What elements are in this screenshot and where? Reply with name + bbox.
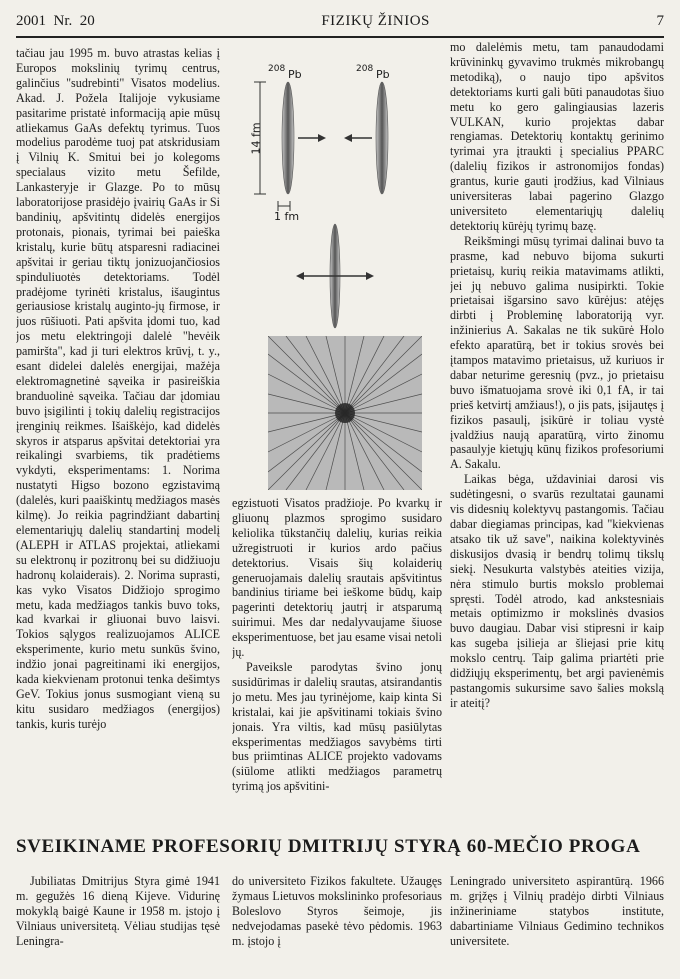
issue-number: 2001 Nr. 20	[16, 12, 95, 29]
pb-right-sup: 208	[356, 64, 374, 74]
left-paragraph: tačiau jau 1995 m. buvo atrastas kelias į Europos mokslinių tyrimų centrus, galinčius "sudrebinti" Visatos modelius. Akad. J. Požela Italijoje vykusiame pasitarime pristatė informaciją apie mūsų atliekamus GaAs defektų tyrimus. Tuos modelius parodėme tuoj pat atskridusiam į Vilnių K. Smitui bei jo kolegoms specialaus vizito metu Šefilde, Lankasteryje ir Glazge. Po to mūsų laboratorijose prasidėjo įvairių GaAs ir Si bandinių, apšvitintų didelės energijos protonais, pionais, tyrimai bei paieška kristalų, kurie būtų atsparesni radiacinei apšvitai ir geriau tiktų jonizuojančiosios spinduliuotės detektoriams. Todėl pradėjome tyrinėti kristalus, išaugintus geriausiose kristalų auginto-jų firmose, ir juos rūšiuoti. Pati apšvita įdomi tuo, kad jos metu elektringoji dalelė "hevėik pamiršta", kad ji turi elektros krūvį, t. y., esant didelei dalelės energijai, mažėja elektromagnetinė sąveika ir pasireiškia branduolinė sąveika. Tačiau dar įdomiau buvo įsigilinti į tokių dalelių registracijos įrenginių reikmes. Išaiškėjo, kad didelės skyros ir atsparus apšvitai detektoriai yra reikalingi svarbiems, tik pradėtiems vykdyti, eksperimentams: 1. Norima nustatyti Higso bozono egzistavimą (dalelės, kuri paaiškintų medžiagos masės kilmę). Jo reikia pagrindžiant dabartinį elementariųjų dalelių standartinį modelį (ALEPH ir ATLAS projektai, atliekami su elektronų ir pozitronų bei su didžiuoju hadronų kolaiderais). 2. Norima suprasti, kas vyko Visatos Didžiojo sprogimo metu, kada medžiagos tankis buvo toks, kad kvarkai ir gliuonai buvo laisvi. Tokios sąlygos realizuojamos ALICE eksperimente, kurio metu sunkūs švino, indžio jonai pagreitinami iki energijos, kada kiekvienam protonui tenka dešimtys GeV. Tokius jonus susmogiant vieną su kitu susidaro medžiagos (energijos) tankis, kuris turėjo	[16, 46, 220, 731]
section-paragraph-2: do universiteto Fizikos fakultete. Užaugęs žymaus Lietuvos mokslininko profesoriaus Boleslovo Styros šeimoje, jis nedvejodamas pasekė tėvo pėdomis. 1963 m. įstojo į	[232, 874, 442, 948]
mid-paragraph-1: egzistuoti Visatos pradžioje. Po kvarkų ir gliuonų plazmos sprogimo susidaro keliolika tūkstančių dalelių, kurias reikia užregistruoti ir kurios ardo pačius detektorius. Visais šių kolaiderių generuojamais dalelių srautais apšvitintus bandinius tiriame bei ieškome būdų, kaip pagerinti detektorių jautrį ir atsparumą suirimui. Mes dar nedalyvaujame šiuose eksperimentuose, bet jau esame visai netoli jų.	[232, 496, 442, 660]
right-paragraph-2: Reikšmingi mūsų tyrimai dalinai buvo ta prasme, kad nebuvo bijoma sukurti prietaisų, kurių reikia matavimams atlikti, jei jų nebuvo galima nusipirkti. Tokie prietaisai išgarsino savo kūrėjus: atėjęs dirbti į Probleminę laboratoriją vyr. inžinierius A. Sakalas ne tik sukūrė Holo efekto aparatūrą, bet ir tokius srovės bei įtampos matavimo prietaisus, už kuriuos ir dabar neturime geresnių (pvz., jo prietaisu buvo išmatuojama srovė iki 0,1 fA, ir tai prieš ketvirtį amžiaus!), o jis pats, įsijautęs į fizikos pasaulį, įsikūrė ir toliau vystė įvaldžius naują aparatūrą, virto žinomu pasaulyje kietųjų kūnų fizikos profesoriumi A. Sakalu.	[450, 233, 664, 472]
middle-column	[232, 496, 442, 818]
section-paragraph-1: Jubiliatas Dmitrijus Styra gimė 1941 m. gegužės 16 dieną Kijeve. Vidurinę mokyklą baigė Kaune ir 1958 m. įstojo į Vilniaus universitetą. Vėliau studijas tęsė Leningra-	[16, 874, 220, 948]
section-column-1	[16, 874, 220, 949]
lead-ion-diagram	[238, 46, 438, 336]
fm1-label: 1 fm	[274, 210, 300, 223]
fm14-label: 14 fm	[249, 122, 263, 155]
page-header	[16, 8, 664, 34]
left-column	[16, 46, 220, 818]
page-number: 7	[656, 12, 664, 29]
pb-left-sup: 208	[268, 64, 286, 74]
header-rule	[16, 36, 664, 38]
section-title: SVEIKINAME PROFESORIŲ DMITRIJŲ STYRĄ 60-MEČIO PROGA	[16, 836, 641, 857]
journal-title: FIZIKŲ ŽINIOS	[321, 12, 430, 29]
section-column-3	[450, 874, 664, 949]
section-paragraph-3: Leningrado universiteto aspirantūrą. 1966 m. grįžęs į Vilnių pradėjo dirbti Vilniaus inžineriniame statybos institute, dabartiniame Vilniaus Gedimino technikos universitete.	[450, 874, 664, 948]
right-paragraph-3: Laikas bėga, uždaviniai darosi vis sudėtingesni, o svarūs rezultatai gaunami vis didesnių kolektyvų pastangomis. Tačiau dabar diegiamas principas, kad "kiekvienas atsako tik už save", naikina kolektyvinės diskusijos dvasią ir bendrų tolimų tikslų siekį. Nesukurta valstybės ateities vizija, nėra stimulo burtis mokslo problemai spręsti. Todėl atrodo, kad ankstesniais metais optimizmo ir mokslinės dvasios buvo daugiau. Dabar visi stipresni ir kaip kas sugeba įsilieja ar šliejasi prie kitų mokslo centrų. Taip galima priartėti prie didžiųjų eksperimentų, bet argi pavienėmis pastangomis sukursime savo šalies mokslą ir ateitį?	[450, 472, 664, 710]
particle-tracks-image	[268, 336, 422, 490]
pb-left-label: Pb	[288, 68, 302, 81]
right-paragraph-1: mo dalelėmis metu, tam panaudodami krūvininkų gyvavimo trukmės mikrobangų metodiką), o naujo tipo apšvitos detektoriams kurti gali būti panaudotas šiuo metu ko gero galingiausias lazeris VULKAN, kurio projektas dabar rengiamas. Detektorių kontaktų gerinimo tyrimai yra įtraukti į specialius PPARC (dalelių fizikos ir astronomijos fondas) grantus, kurie gauti įrodžius, kad Vilniaus universiteras labai pagerino Glazgo universiteto elementariųjų dalelių detektorių kūrėjų tyrimų bazę.	[450, 40, 664, 233]
section-column-2	[232, 874, 442, 949]
mid-paragraph-2: Paveiksle parodytas švino jonų susidūrimas ir dalelių srautas, atsirandantis jo metu. Mes jau tyrinėjome, kaip kinta Si kristalai, kai jie apšvitinami tokiais švino jonais. Yra viltis, kad mūsų pasiūlytas eksperimentas medžiagos savybėms tirti bus priimtinas ALICE projekto vadovams (siūlome atlikti medžiagos parametrų tyrimą jos apšvitini-	[232, 659, 442, 794]
right-column	[450, 40, 664, 818]
pb-right-label: Pb	[376, 68, 390, 81]
